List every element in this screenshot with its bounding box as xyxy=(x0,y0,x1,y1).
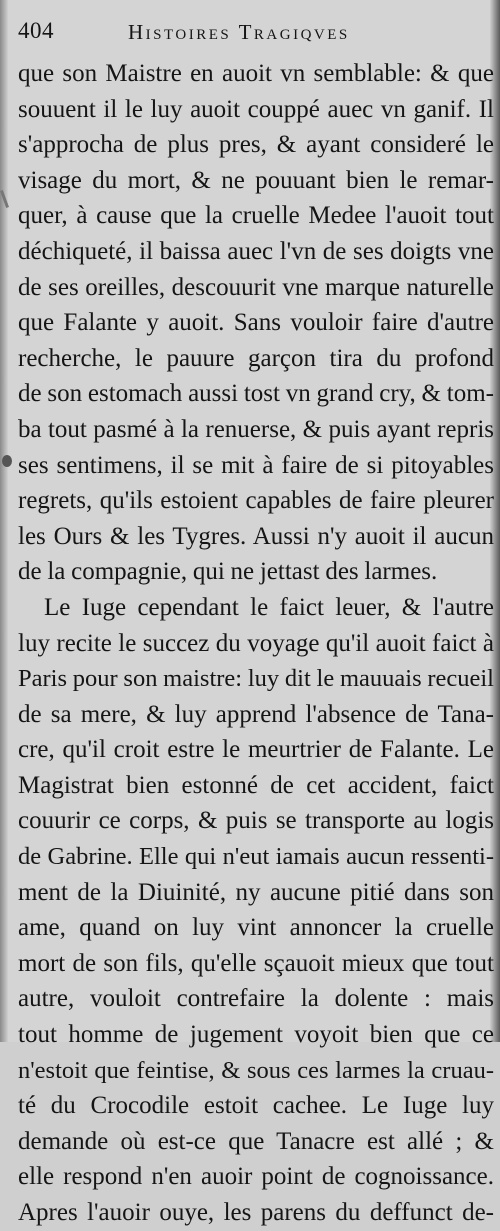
text-line: les Ours & les Tygres. Aussi n'y auoit il aucun xyxy=(18,522,494,550)
text-line: de sa mere, & luy apprend l'absence de Tana- xyxy=(18,700,494,728)
page-header xyxy=(18,6,488,42)
text-line: ame, quand on luy vint annoncer la cruelle xyxy=(18,914,494,942)
text-line: que Falante y auoit. Sans vouloir faire d'autre xyxy=(18,309,494,337)
text-line: s'approcha de plus pres, & ayant consideré le xyxy=(18,131,494,159)
text-line: visage du mort, & ne pouuant bien le remar- xyxy=(18,166,494,194)
text-line: recherche, le pauure garçon tira du profond xyxy=(18,344,494,372)
text-line: de la compagnie, qui ne jettast des larmes. xyxy=(18,558,438,586)
text-line: n'estoit que feintise, & sous ces larmes la cruau- xyxy=(18,1056,494,1084)
text-line: de Gabrine. Elle qui n'eut iamais aucun ressenti- xyxy=(18,843,494,871)
text-line: luy recite le succez du voyage qu'il auoit faict à xyxy=(18,629,494,657)
paragraph-start-line: Le Iuge cependant le faict leuer, & l'autre xyxy=(44,593,494,621)
text-line: elle respond n'en auoir point de cognoissance. xyxy=(18,1163,494,1191)
text-line: ment de la Diuinité, ny aucune pitié dans son xyxy=(18,878,494,906)
body-text xyxy=(18,56,494,1231)
text-line: tout homme de jugement voyoit bien que ce xyxy=(18,1021,494,1049)
page-number: 404 xyxy=(18,18,54,43)
text-line: Apres l'auoir ouye, les parens du deffunct de- xyxy=(18,1199,494,1226)
text-line: Paris pour son maistre: luy dit le mauuais recueil xyxy=(18,665,494,693)
text-line: que son Maistre en auoit vn semblable: & que xyxy=(18,60,494,87)
text-line: autre, vouloit contrefaire la dolente : mais xyxy=(18,985,494,1013)
text-line: Magistrat bien estonné de cet accident, faict xyxy=(18,771,494,799)
running-head: Histoires Tragiqves xyxy=(128,20,350,44)
text-line: de son estomach aussi tost vn grand cry, & tom- xyxy=(18,380,494,408)
text-line: ba tout pasmé à la renuerse, & puis ayant repris xyxy=(18,415,494,443)
text-line: de ses oreilles, descouurit vne marque naturelle xyxy=(18,273,494,301)
text-line: cre, qu'il croit estre le meurtrier de Falante. Le xyxy=(18,736,494,764)
text-line: demande où est-ce que Tanacre est allé ; & xyxy=(18,1127,494,1155)
text-line: regrets, qu'ils estoient capables de faire pleurer xyxy=(18,487,494,515)
page-gutter-shadow xyxy=(0,0,8,1042)
text-line: ses sentimens, il se mit à faire de si pitoyables xyxy=(18,451,494,479)
text-line: quer, à cause que la cruelle Medee l'auoit tout xyxy=(18,202,494,230)
text-line: couurir ce corps, & puis se transporte au logis xyxy=(18,807,494,835)
text-line: té du Crocodile estoit cachee. Le Iuge luy xyxy=(18,1092,494,1120)
margin-ink-spot xyxy=(2,455,12,467)
text-line: déchiqueté, il baissa auec l'vn de ses doigts vne xyxy=(18,237,494,265)
text-line: souuent il le luy auoit couppé auec vn ganif. Il xyxy=(18,95,494,123)
text-line: mort de son fils, qu'elle sçauoit mieux que tout xyxy=(18,949,494,977)
